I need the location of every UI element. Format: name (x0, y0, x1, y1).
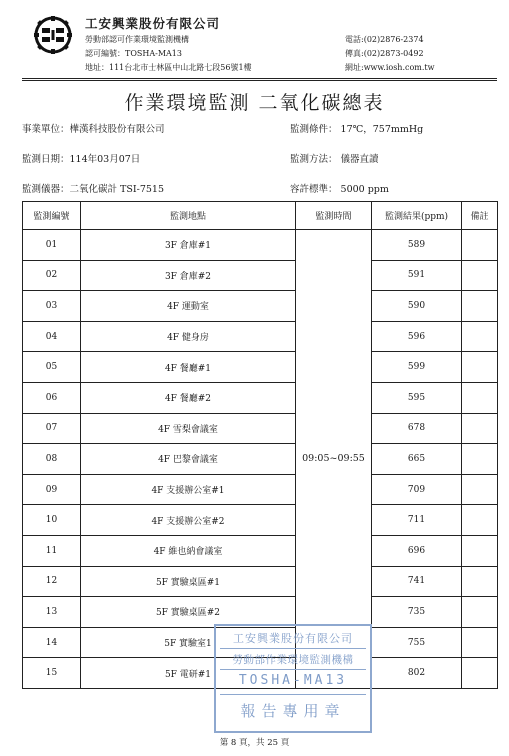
table-row (23, 352, 498, 383)
cell-id: 02 (23, 260, 81, 291)
info-instrument: 監測儀器：二氧化碳計 TSI-7515 (22, 184, 165, 195)
page-number: 第 8 頁，共 25 頁 (219, 738, 290, 748)
table-header-row (23, 202, 498, 230)
cell-result: 696 (372, 535, 462, 566)
header-time: 監測時間 (296, 202, 372, 230)
table-row (23, 260, 498, 291)
cell-remark (462, 597, 498, 628)
company-fax: 傳真:(02)2873-0492 (345, 49, 424, 58)
cell-result: 596 (372, 321, 462, 352)
cell-location: 5F 實驗桌區#1 (81, 566, 296, 597)
company-address: 地址：111台北市士林區中山北路七段56號1樓 (85, 63, 252, 72)
cell-location: 4F 餐廳#2 (81, 382, 296, 413)
cell-id: 14 (23, 627, 81, 658)
table-row (23, 321, 498, 352)
cell-result: 709 (372, 474, 462, 505)
cell-remark (462, 627, 498, 658)
cell-location: 4F 餐廳#1 (81, 352, 296, 383)
cell-location: 4F 運動室 (81, 291, 296, 322)
cell-location: 4F 維也納會議室 (81, 535, 296, 566)
cell-id: 08 (23, 444, 81, 475)
table-row (23, 291, 498, 322)
stamp-divider (220, 648, 366, 649)
cell-time: 09:05~09:55 (296, 230, 372, 689)
cell-remark (462, 413, 498, 444)
cell-location: 5F 實驗室1 (81, 627, 296, 658)
cell-remark (462, 444, 498, 475)
cell-location: 4F 雪梨會議室 (81, 413, 296, 444)
cell-id: 11 (23, 535, 81, 566)
cell-remark (462, 474, 498, 505)
cell-location: 4F 支援辦公室#1 (81, 474, 296, 505)
cell-remark (462, 505, 498, 536)
table-row (23, 505, 498, 536)
cell-result: 665 (372, 444, 462, 475)
info-conditions: 監測條件： 17℃，757mmHg (290, 124, 424, 135)
table-row (23, 444, 498, 475)
cell-location: 3F 倉庫#2 (81, 260, 296, 291)
cell-remark (462, 291, 498, 322)
report-title: 作業環境監測 二氧化碳總表 (124, 92, 385, 114)
approval-number: 認可編號：TOSHA-MA13 (85, 49, 182, 58)
cell-id: 10 (23, 505, 81, 536)
info-standard: 容許標準： 5000 ppm (290, 184, 389, 195)
cell-result: 599 (372, 352, 462, 383)
cell-remark (462, 566, 498, 597)
table-row (23, 474, 498, 505)
cell-id: 15 (23, 658, 81, 689)
cell-location: 4F 支援辦公室#2 (81, 505, 296, 536)
table-row (23, 597, 498, 628)
cell-location: 5F 電研#1 (81, 658, 296, 689)
cell-remark (462, 260, 498, 291)
cell-result: 678 (372, 413, 462, 444)
cell-result: 711 (372, 505, 462, 536)
cell-remark (462, 352, 498, 383)
stamp-certification: 勞動部作業環境監測機構 (232, 654, 354, 666)
cell-id: 06 (23, 382, 81, 413)
info-date: 監測日期：114年03月07日 (22, 154, 141, 165)
report-stamp (214, 624, 372, 733)
company-phone: 電話:(02)2876-2374 (345, 35, 424, 44)
cell-remark (462, 321, 498, 352)
cell-result: 741 (372, 566, 462, 597)
cell-location: 4F 健身房 (81, 321, 296, 352)
cell-id: 07 (23, 413, 81, 444)
stamp-company: 工安興業股份有限公司 (233, 632, 353, 645)
certification-line: 勞動部認可作業環境監測機構 (85, 35, 189, 44)
table-row (23, 413, 498, 444)
cell-result: 595 (372, 382, 462, 413)
cell-id: 03 (23, 291, 81, 322)
cell-id: 01 (23, 230, 81, 261)
cell-result: 802 (372, 658, 462, 689)
stamp-divider (220, 669, 366, 670)
header-id: 監測編號 (23, 202, 81, 230)
info-method: 監測方法： 儀器直讀 (290, 154, 379, 165)
cell-remark (462, 658, 498, 689)
results-table (22, 201, 498, 689)
header-location: 監測地點 (81, 202, 296, 230)
cell-remark (462, 230, 498, 261)
cell-location: 5F 實驗桌區#2 (81, 597, 296, 628)
cell-result: 589 (372, 230, 462, 261)
cell-result: 755 (372, 627, 462, 658)
table-row (23, 382, 498, 413)
cell-remark (462, 535, 498, 566)
stamp-divider (220, 694, 366, 695)
cell-id: 04 (23, 321, 81, 352)
table-row (23, 535, 498, 566)
cell-remark (462, 382, 498, 413)
company-name: 工安興業股份有限公司 (85, 16, 221, 31)
cell-id: 09 (23, 474, 81, 505)
cell-location: 3F 倉庫#1 (81, 230, 296, 261)
table-row (23, 230, 498, 261)
company-website: 網址:www.iosh.com.tw (345, 63, 435, 72)
cell-location: 4F 巴黎會議室 (81, 444, 296, 475)
cell-result: 590 (372, 291, 462, 322)
cell-id: 05 (23, 352, 81, 383)
stamp-purpose: 報告專用章 (240, 702, 346, 720)
company-logo-icon (33, 15, 73, 55)
cell-id: 12 (23, 566, 81, 597)
header-result: 監測結果(ppm) (372, 202, 462, 230)
cell-result: 591 (372, 260, 462, 291)
stamp-approval: TOSHA-MA13 (238, 673, 348, 688)
cell-result: 735 (372, 597, 462, 628)
header-rule (22, 78, 497, 79)
header-remark: 備註 (462, 202, 498, 230)
cell-id: 13 (23, 597, 81, 628)
header-rule-2 (22, 80, 497, 81)
table-row (23, 566, 498, 597)
info-unit: 事業單位：樺漢科技股份有限公司 (22, 124, 165, 135)
